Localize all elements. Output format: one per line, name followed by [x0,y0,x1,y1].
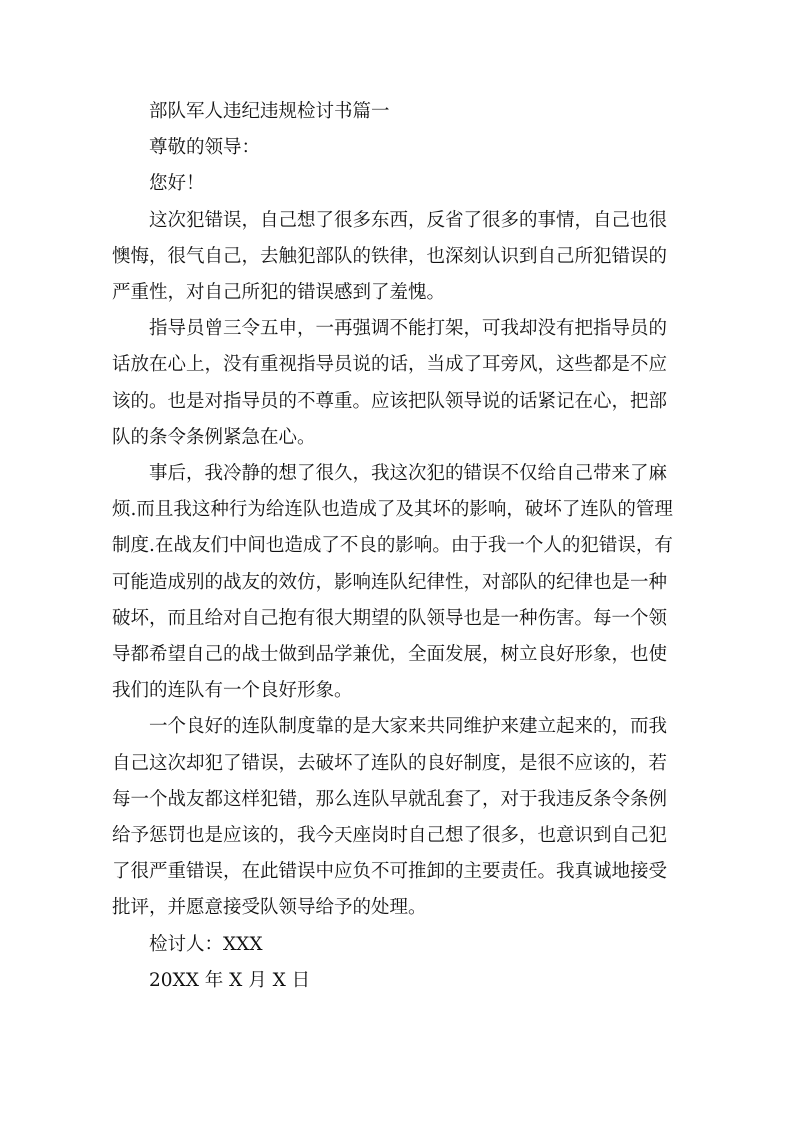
paragraph-line: 指导员曾三令五申，一再强调不能打架，可我却没有把指导员的 [149,318,668,340]
paragraph-1 [112,203,682,312]
paragraph-line: 严重性，对自己所犯的错误感到了羞愧。 [112,282,446,304]
paragraph-line: 了很严重错误，在此错误中应负不可推卸的主要责任。我真诚地接受 [112,861,668,883]
paragraph-line: 导都希望自己的战士做到品学兼优，全面发展，树立良好形象，也使 [112,644,668,666]
paragraph-line: 话放在心上，没有重视指导员说的话，当成了耳旁风，这些都是不应 [112,354,668,376]
paragraph-line: 批评，并愿意接受队领导给予的处理。 [112,897,427,919]
paragraph-line: 一个良好的连队制度靠的是大家来共同维护来建立起来的，而我 [149,716,668,738]
paragraph-line: 自己这次却犯了错误，去破坏了连队的良好制度，是很不应该的，若 [112,752,668,774]
paragraph-line: 可能造成别的战友的效仿，影响连队纪律性，对部队的纪律也是一种 [112,571,668,593]
paragraph-line: 懊悔，很气自己，去触犯部队的铁律，也深刻认识到自己所犯错误的 [112,245,668,267]
paragraph-3 [112,456,682,709]
document-title: 部队军人违纪违规检讨书篇一 [149,101,390,122]
paragraph-line: 这次犯错误，自己想了很多东西，反省了很多的事情，自己也很 [149,209,668,231]
paragraph-4 [112,709,682,926]
document-page [112,94,682,999]
paragraph-2 [112,311,682,456]
paragraph-line: 队的条令条例紧急在心。 [112,426,316,448]
paragraph-line: 给予惩罚也是应该的，我今天座岗时自己想了很多，也意识到自己犯 [112,825,668,847]
paragraph-line: 事后，我冷静的想了很久，我这次犯的错误不仅给自己带来了麻 [149,463,668,485]
date: 20XX 年 X 月 X 日 [149,969,311,991]
salutation: 尊敬的领导： [149,137,261,159]
paragraph-line: 烦.而且我这种行为给连队也造成了及其坏的影响，破坏了连队的管理 [112,499,673,521]
paragraph-line: 破坏，而且给对自己抱有很大期望的队领导也是一种伤害。每一个领 [112,607,668,629]
paragraph-line: 每一个战友都这样犯错，那么连队早就乱套了，对于我违反条令条例 [112,788,668,810]
paragraph-line: 我们的连队有一个良好形象。 [112,680,353,702]
paragraph-line: 制度.在战友们中间也造成了不良的影响。由于我一个人的犯错误，有 [112,535,673,557]
paragraph-line: 该的。也是对指导员的不尊重。应该把队领导说的话紧记在心，把部 [112,390,668,412]
greeting: 您好！ [149,173,205,195]
signature: 检讨人：XXX [149,933,263,955]
